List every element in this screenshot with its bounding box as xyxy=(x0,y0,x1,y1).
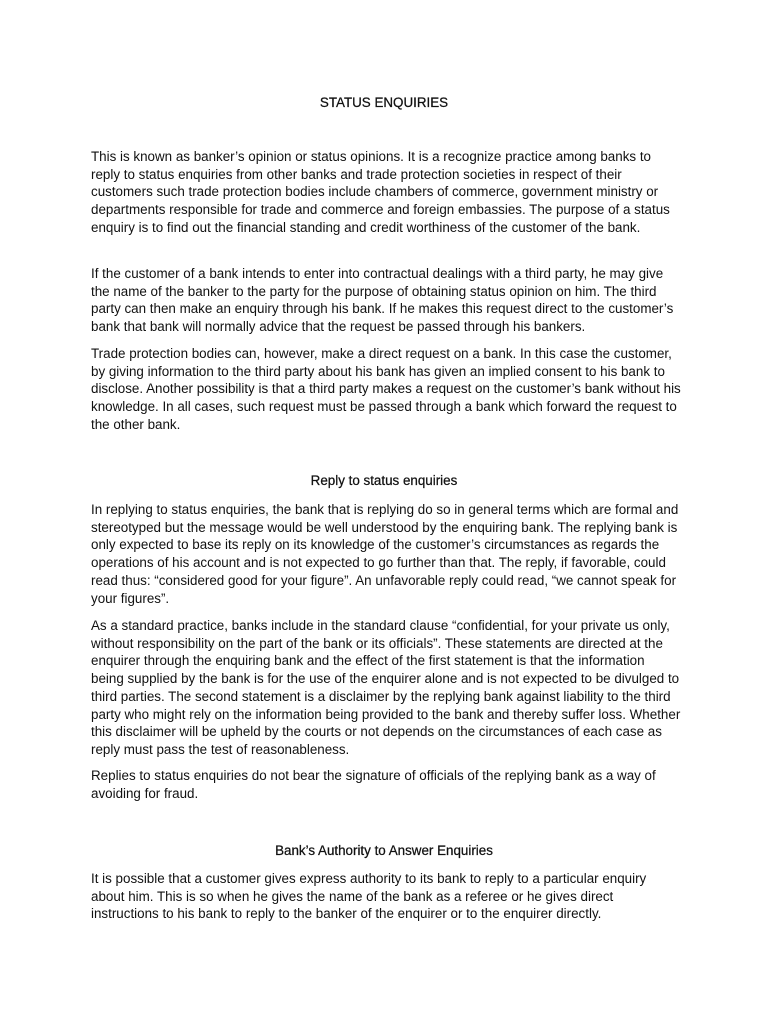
paragraph-status-definition: This is known as banker’s opinion or status opinions. It is a recognize practice among banks to reply to status enquiries from other banks and trade protection societies in respect of their customers such trade protection bodies include chambers of commerce, government ministry or departments responsible for trade and commerce and foreign embassies. The purpose of a status enquiry is to find out the financial standing and credit worthiness of the customer of the bank. xyxy=(91,149,670,235)
section-heading-status-enquiries: STATUS ENQUIRIES xyxy=(319,95,449,110)
paragraph-contractual-dealings: If the customer of a bank intends to enter into contractual dealings with a third party, he may give the name of the banker to the party for the purpose of obtaining status opinion on him. The third party can then make an enquiry through his bank. If he makes this request direct to the customer’s bank that bank will normally advice that the request be passed through his bankers. xyxy=(91,266,674,335)
paragraph-no-signature: Replies to status enquiries do not bear the signature of officials of the replying bank as a way of avoiding for fraud. xyxy=(91,768,656,801)
paragraph-replying-general-terms: In replying to status enquiries, the bank that is replying do so in general terms which are formal and stereotyped but the message would be well understood by the enquiring bank. The replying bank is only expected to base its reply on its knowledge of the customer’s circumstances as regards the operations of his account and is not expected to go further than that. The reply, if favorable, could read thus: “considered good for your figure”. An unfavorable reply could read, “we cannot speak for your figures”. xyxy=(91,502,679,606)
paragraph-standard-clause: As a standard practice, banks include in the standard clause “confidential, for your private us only, without responsibility on the part of the bank or its officials”. These statements are directed at the enquirer through the enquiring bank and the effect of the first statement is that the information being supplied by the bank is for the use of the enquirer alone and is not expected to be divulged to third parties. The second statement is a disclaimer by the replying bank against liability to the third party who might rely on the information being provided to the bank and thereby suffer loss. Whether this disclaimer will be upheld by the courts or not depends on the circumstances of each case as reply must pass the test of reasonableness. xyxy=(91,618,681,757)
paragraph-express-authority: It is possible that a customer gives express authority to its bank to reply to a particular enquiry about him. This is so when he gives the name of the bank as a referee or he gives direct instructions to his bank to reply to the banker of the enquirer or to the enquirer directly. xyxy=(91,871,647,922)
section-heading-banks-authority: Bank’s Authority to Answer Enquiries xyxy=(275,843,493,858)
section-heading-reply-to-status-enquiries: Reply to status enquiries xyxy=(310,473,458,488)
paragraph-trade-protection-bodies: Trade protection bodies can, however, make a direct request on a bank. In this case the customer, by giving information to the third party about his bank has given an implied consent to his bank to disclose. Another possibility is that a third party makes a request on the customer’s bank without his knowledge. In all cases, such request must be passed through a bank which forward the request to the other bank. xyxy=(91,346,681,432)
